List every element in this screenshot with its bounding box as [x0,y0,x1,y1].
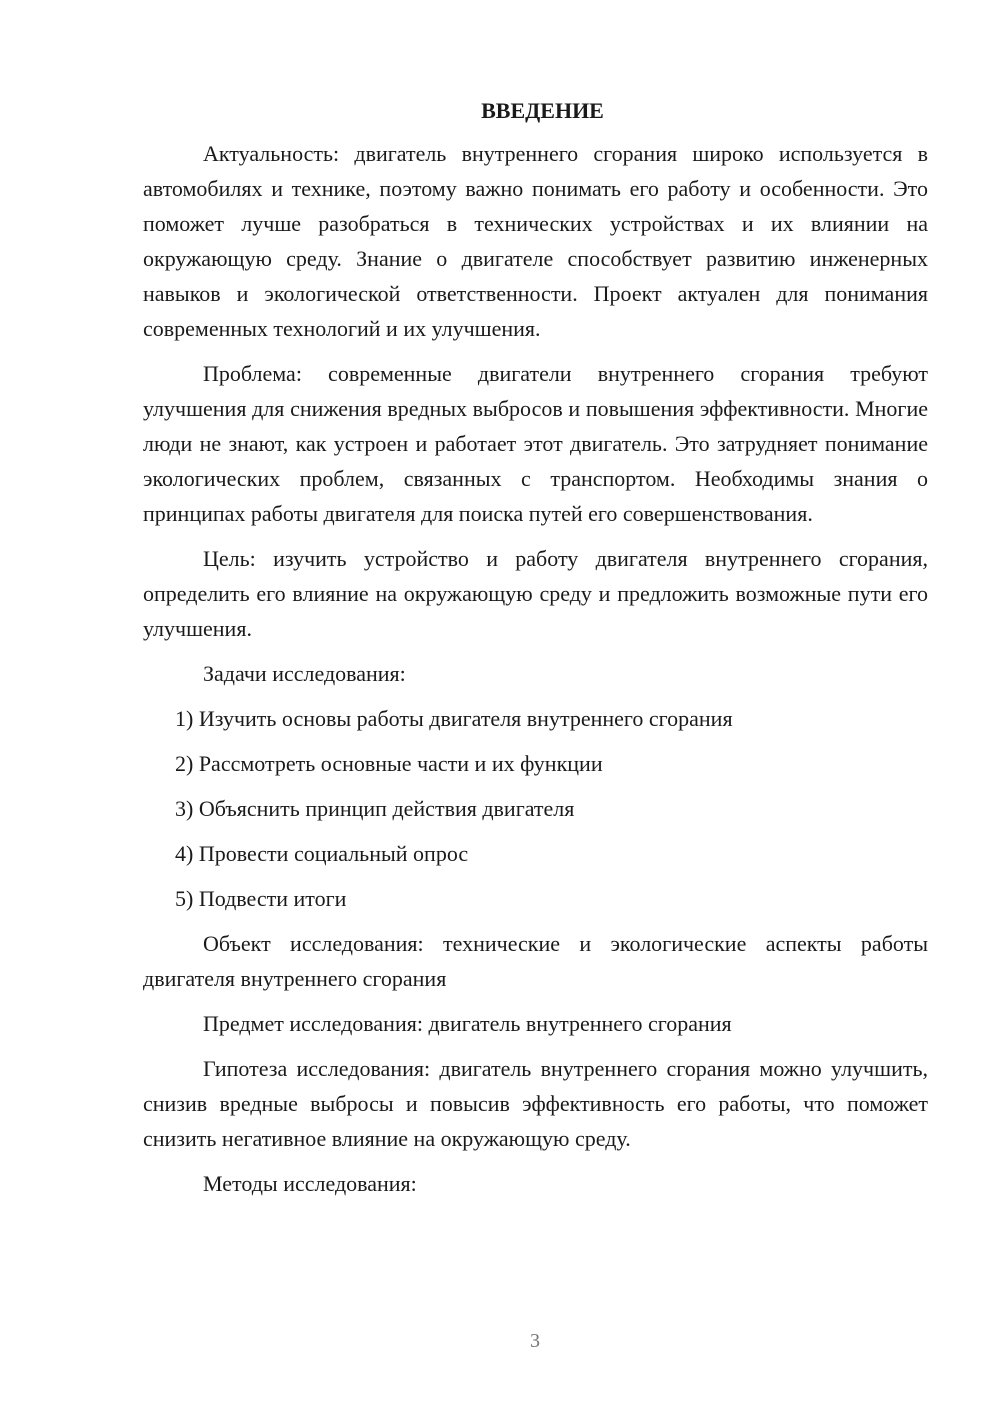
methods-heading: Методы исследования: [203,1171,417,1196]
tasks-list [143,701,928,916]
tasks-heading: Задачи исследования: [203,661,406,686]
list-item: 5) Подвести итоги [175,886,347,911]
problem-paragraph: Проблема: современные двигатели внутреннего сгорания требуют улучшения для снижения вредных выбросов и повышения эффективности. Многие люди не знают, как устроен и работает этот двигатель. Это затрудняет понимание экологических проблем, связанных с транспортом. Необходимы знания о принципах работы двигателя для поиска путей его совершенствования. [143,361,928,526]
page-content [143,94,928,1211]
page-title: ВВЕДЕНИЕ [481,98,604,123]
list-item: 2) Рассмотреть основные части и их функции [175,751,603,776]
subject-paragraph: Предмет исследования: двигатель внутреннего сгорания [203,1011,732,1036]
list-item: 4) Провести социальный опрос [175,841,469,866]
page-number: 3 [530,1330,540,1352]
relevance-paragraph: Актуальность: двигатель внутреннего сгорания широко используется в автомобилях и технике, поэтому важно понимать его работу и особенности. Это поможет лучше разобраться в технических устройствах и их влиянии на окружающую среду. Знание о двигателе способствует развитию инженерных навыков и экологической ответственности. Проект актуален для понимания современных технологий и их улучшения. [143,141,928,341]
object-paragraph: Объект исследования: технические и экологические аспекты работы двигателя внутреннего сгорания [143,931,928,991]
goal-paragraph: Цель: изучить устройство и работу двигателя внутреннего сгорания, определить его влияние на окружающую среду и предложить возможные пути его улучшения. [143,546,928,641]
list-item: 3) Объяснить принцип действия двигателя [175,796,575,821]
hypothesis-paragraph: Гипотеза исследования: двигатель внутреннего сгорания можно улучшить, снизив вредные выбросы и повысив эффективность его работы, что поможет снизить негативное влияние на окружающую среду. [143,1056,928,1151]
list-item: 1) Изучить основы работы двигателя внутреннего сгорания [175,706,733,731]
